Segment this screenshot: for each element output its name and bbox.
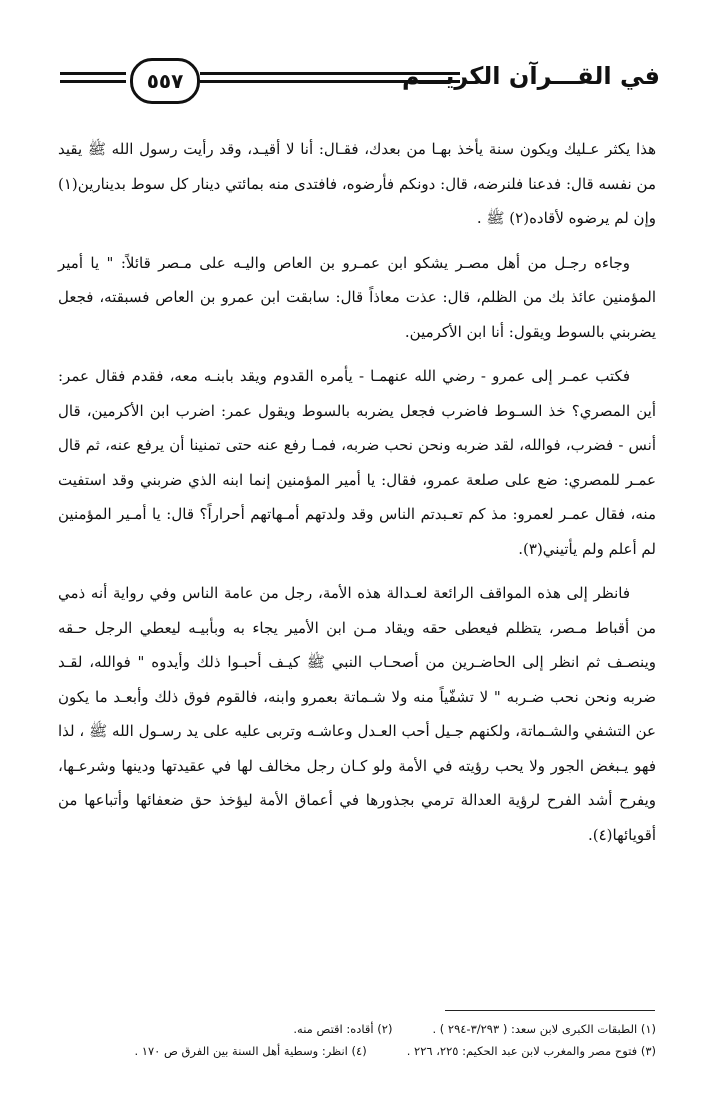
footnote-4: (٤) انظر: وسطية أهل السنة بين الفرق ص ١٧٠ . <box>134 1044 367 1058</box>
footnote-1: (١) الطبقات الكبرى لابن سعد: ( ٣/٢٩٣-٢٩٤ ) . <box>432 1022 656 1036</box>
running-title: في القـــرآن الكريـــم <box>401 62 660 90</box>
page-header <box>60 56 660 106</box>
footnote-3: (٣) فتوح مصر والمغرب لابن عبد الحكيم: ٢٢٥، ٢٢٦ . <box>406 1044 656 1058</box>
paragraph: فانظر إلى هذه المواقف الرائعة لعـدالة هذه الأمة، رجل من عامة الناس وفي رواية أنه ذمي من أقباط مـصر، يتظلم فيعطى حقه ويقاد مـن ابن الأمير يجاء به وبأبيـه ليعطي الرجل حـقه وينصـف ثم انظر إلى الحاضـرين من أصحـاب النبي ﷺ كيـف أحبـوا ذلك وأيدوه " فوالله، لقـد ضربه ونحن نحب ضـربه " لا تشفّياً منه ولا شـماتة بعمرو وابنه، فالقوم فوق ذلك وأبعـد ما يكون عن التشفي والشـماتة، ولكنهم جـيل أحب العـدل وعاشـه وتربى عليه على يد رسـول الله ﷺ ، لذا فهو يـبغض الجور ولا يحب رؤيته في الأمة ولو كـان رجل مخالف لها في عقيدتها ودينها وشرعـها، ويفرح أشد الفرح لرؤية العدالة ترمي بجذورها في أعماق الأمة ليؤخذ حق ضعفائها وأتباعها من أقويائها(٤). <box>58 584 656 844</box>
footnote-row <box>58 1040 656 1062</box>
header-rule-left <box>60 72 126 75</box>
paragraph: هذا يكثر عـليك ويكون سنة يأخذ بهـا من بعدك، فقـال: أنا لا أقيـد، وقد رأيت رسول الله ﷺ يقيد من نفسه قال: فدعنا فلنرضه، قال: دونكم فأرضوه، فافتدى منه بمائتي دينار كل سوط بدينارين(١) وإن لم يرضوه لأقاده(٢) ﷺ . <box>58 140 656 227</box>
paragraph: فكتب عمـر إلى عمرو - رضي الله عنهمـا - يأمره القدوم ويقد بابنـه معه، فقدم فقال عمر: أين المصري؟ خذ السـوط فاضرب فجعل يضربه بالسوط ويقول عمر: اضرب ابن الأكرمين، قال أنس - فضرب، فوالله، لقد ضربه ونحن نحب ضربه، فمـا رفع عنه حتى تمنينا أن يرفع عنه، ثم قال عمـر للمصري: ضع على صلعة عمرو، فقال: يا أمير المؤمنين إنما ابنه الذي ضربني وقد استفيت منه، فقال عمـر لعمرو: مذ كم تعـبدتم الناس وقد ولدتهم أمـهاتهم أحراراً؟ قال: يا أمـير المؤمنين لم أعلم ولم يأتيني(٣). <box>58 367 656 558</box>
footnote-separator <box>445 1010 655 1011</box>
page-number: ٥٥٧ <box>130 58 200 104</box>
main-text <box>58 132 656 862</box>
footnote-row <box>58 1018 656 1040</box>
header-rule-left-2 <box>60 80 126 83</box>
footnotes <box>58 1018 656 1062</box>
footnote-2: (٢) أقاده: اقتص منه. <box>293 1022 393 1036</box>
paragraph: وجاءه رجـل من أهل مصـر يشكو ابن عمـرو بن العاص واليـه على مـصر قائلاً: " يا أمير المؤمنين عائذ بك من الظلم، قال: عذت معاذاً قال: سابقت ابن عمرو بن العاص فسبقته، فجعل يضربني بالسوط ويقول: أنا ابن الأكرمين. <box>58 253 656 341</box>
